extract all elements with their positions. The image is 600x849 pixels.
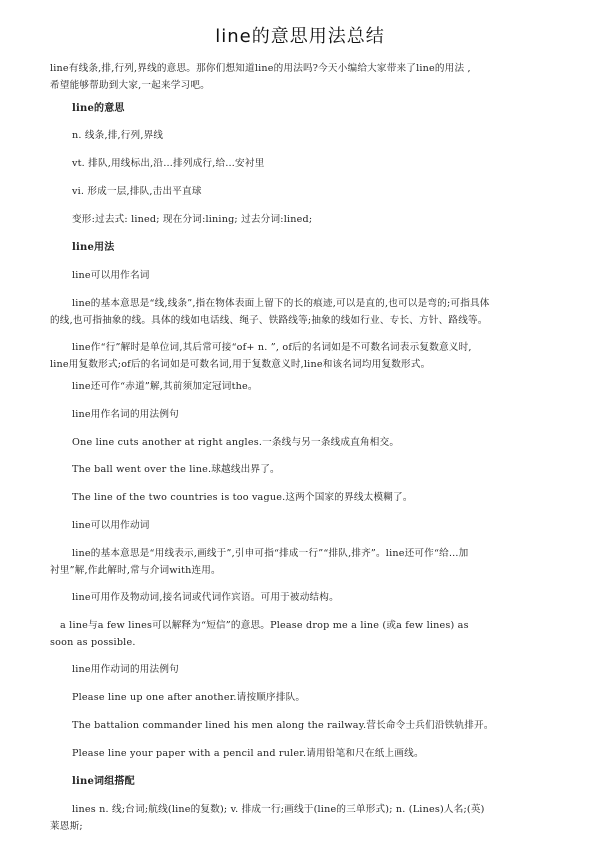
section-heading-usage: line用法	[72, 242, 115, 253]
noun-basic-meaning-line-2: 的线,也可指抽象的线。具体的线如电话线、绳子、铁路线等;抽象的线如行业、专长、方针、路线等。	[50, 315, 488, 326]
verb-example-1: Please line up one after another.请按顺序排队。	[72, 692, 306, 703]
noun-row-meaning-line-1: line作“行”解时是单位词,其后常可接“of+ n. ”, of后的名词如是不可数名词表示复数意义时,	[72, 342, 472, 353]
verb-basic-meaning-line-2: 衬里”解,作此解时,常与介词with连用。	[50, 565, 221, 576]
verb-transitive-note: line可用作及物动词,接名词或代词作宾语。可用于被动结构。	[72, 592, 339, 603]
intro-line-2: 希望能够帮助到大家,一起来学习吧。	[50, 80, 210, 91]
noun-examples-label: line用作名词的用法例句	[72, 409, 179, 420]
verb-letter-note-line-2: soon as possible.	[50, 637, 136, 648]
noun-example-2: The ball went over the line.球越线出界了。	[72, 464, 280, 475]
verb-example-2: The battalion commander lined his men along the railway.营长命令士兵们沿铁轨排开。	[72, 720, 494, 731]
noun-row-meaning-line-2: line用复数形式;of后的名词如是可数名词,用于复数意义时,line和该名词均用复数形式。	[50, 359, 431, 370]
meaning-intransitive-verb: vi. 形成一层,排队,击出平直球	[72, 186, 202, 197]
verb-example-3: Please line your paper with a pencil and ruler.请用铅笔和尺在纸上画线。	[72, 748, 424, 759]
collocation-line-2: 莱恩斯;	[50, 821, 83, 832]
meaning-noun: n. 线条,排,行列,界线	[72, 130, 164, 141]
verb-letter-note-line-1: a line与a few lines可以解释为“短信”的意思。Please drop me a line (或a few lines) as	[60, 620, 469, 631]
noun-example-1: One line cuts another at right angles.一条线与另一条线成直角相交。	[72, 437, 400, 448]
noun-usage-label: line可以用作名词	[72, 270, 150, 281]
collocation-line-1: lines n. 线;台词;航线(line的复数); v. 排成一行;画线于(line的三单形式); n. (Lines)人名;(英)	[72, 804, 485, 815]
noun-basic-meaning-line-1: line的基本意思是“线,线条”,指在物体表面上留下的长的痕迹,可以是直的,也可以是弯的;可指具体	[72, 298, 490, 309]
word-inflections: 变形:过去式: lined; 现在分词:lining; 过去分词:lined;	[72, 214, 313, 225]
section-heading-meaning: line的意思	[72, 103, 125, 114]
page-title: line的意思用法总结	[215, 26, 385, 47]
meaning-transitive-verb: vt. 排队,用线标出,沿…排列成行,给…安衬里	[72, 158, 265, 169]
verb-basic-meaning-line-1: line的基本意思是“用线表示,画线于”,引申可指“排成一行”“排队,排齐”。line还可作“给…加	[72, 548, 469, 559]
verb-examples-label: line用作动词的用法例句	[72, 664, 179, 675]
intro-line-1: line有线条,排,行列,界线的意思。那你们想知道line的用法吗?今天小编给大家带来了line的用法 ,	[50, 63, 471, 74]
verb-usage-label: line可以用作动词	[72, 520, 150, 531]
noun-example-3: The line of the two countries is too vague.这两个国家的界线太模糊了。	[72, 492, 413, 503]
section-heading-collocation: line词组搭配	[72, 776, 135, 787]
noun-equator-meaning: line还可作“赤道”解,其前须加定冠词the。	[72, 381, 258, 392]
